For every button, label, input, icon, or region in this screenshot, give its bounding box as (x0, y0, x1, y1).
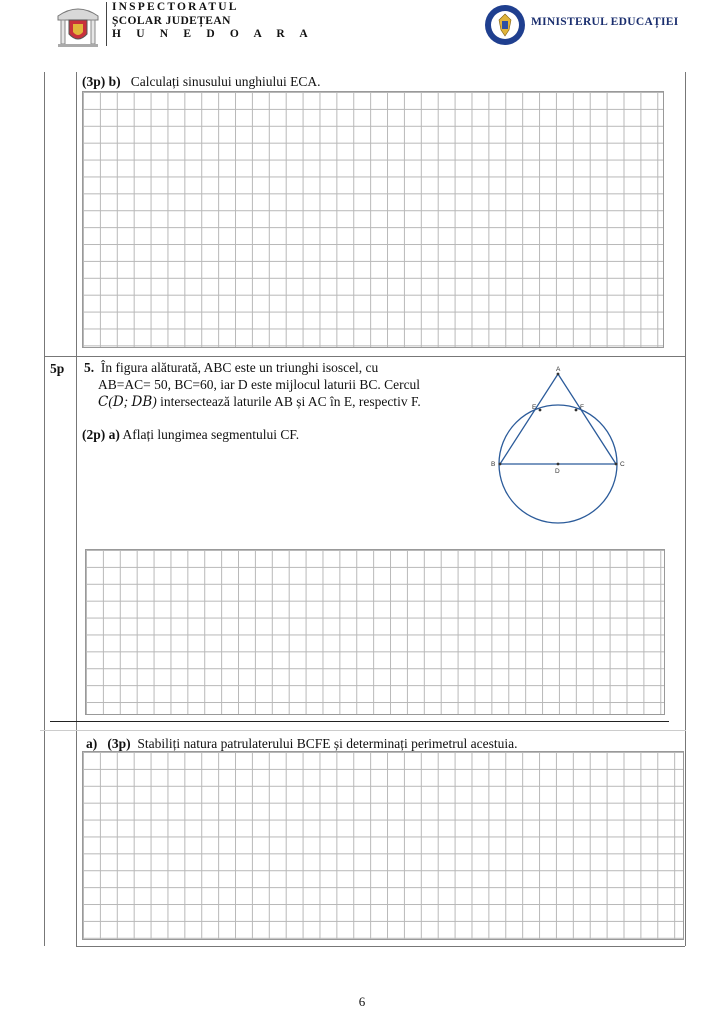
part-a2-label: a) (86, 736, 98, 751)
label-C: C (620, 461, 625, 468)
problem-5-line-3: intersectează laturile AB și AC în E, respectiv F. (160, 394, 421, 409)
part-b-text: Calculați sinusului unghiului ECA. (130, 74, 321, 89)
label-E: E (532, 404, 537, 411)
isj-line-1: INSPECTORATUL (112, 1, 239, 13)
part-a2-points: (3p) (107, 736, 131, 751)
point-E (539, 409, 542, 412)
point-C (615, 463, 618, 466)
ministry-name: MINISTERUL EDUCAȚIEI (531, 16, 679, 28)
header-divider (106, 2, 107, 46)
table-right-border (685, 72, 686, 946)
problem-5-statement (84, 359, 474, 410)
label-F: F (580, 404, 584, 411)
point-F (575, 409, 578, 412)
part-b-question (82, 73, 321, 90)
problem-5-line-2: AB=AC= 50, BC=60, iar D este mijlocul laturii BC. Cercul (98, 377, 421, 392)
table-bottom-border (76, 946, 685, 947)
triangle-ABC (500, 374, 616, 464)
part-a2-question (86, 735, 518, 752)
row-separator (44, 356, 685, 357)
point-A (557, 373, 560, 376)
label-B: B (491, 461, 496, 468)
part-a-text: Aflați lungimea segmentului CF. (122, 427, 300, 442)
isj-line-2: ȘCOLAR JUDEȚEAN (112, 14, 231, 27)
page-number: 6 (358, 994, 366, 1009)
section-separator-light (40, 730, 686, 731)
problem-5-line-1: În figura alăturată, ABC este un triunghi isoscel, cu (100, 360, 379, 375)
section-separator (50, 721, 669, 722)
part-a-question (82, 426, 299, 443)
answer-grid-a2[interactable] (82, 751, 684, 940)
government-seal-logo (484, 4, 526, 46)
problem-5-score: 5p (50, 361, 65, 376)
point-B (499, 463, 502, 466)
label-D: D (555, 468, 560, 475)
answer-grid-b[interactable] (82, 91, 664, 348)
triangle-circle-figure (488, 362, 638, 526)
point-D (557, 463, 560, 466)
part-a-points: (2p) a) (82, 427, 120, 442)
isj-title (112, 1, 314, 42)
isj-line-3: H U N E D O A R A (112, 28, 314, 40)
answer-grid-a[interactable] (85, 549, 665, 715)
isj-crest-logo (54, 2, 102, 48)
part-a2-text: Stabiliți natura patrulaterului BCFE și determinați perimetrul acestuia. (137, 736, 518, 751)
part-b-points: (3p) b) (82, 74, 121, 89)
table-column-divider (76, 72, 77, 946)
label-A: A (556, 366, 561, 373)
problem-5-number: 5. (84, 360, 95, 375)
circle-notation: 𝐶(𝐷; 𝐷𝐵) (98, 394, 157, 409)
table-left-border (44, 72, 45, 946)
